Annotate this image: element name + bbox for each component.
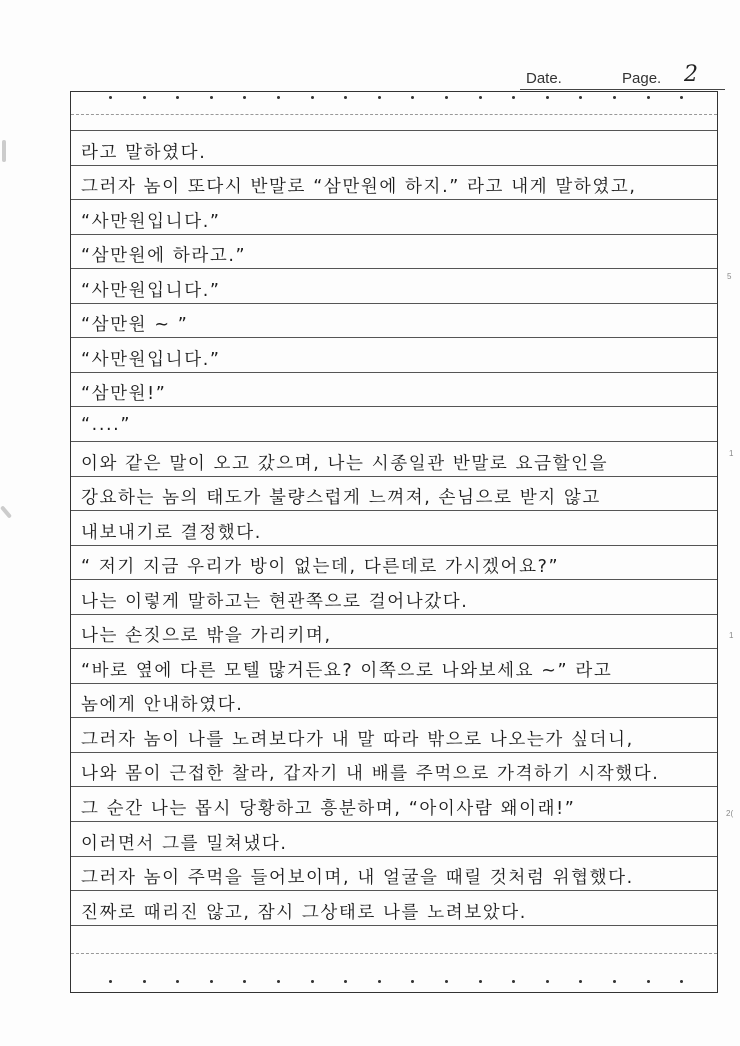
handwritten-line: “사만원입니다.” [81,349,221,370]
ruled-line [71,890,717,891]
handwritten-line: 나는 손짓으로 밖을 가리키며, [81,626,332,647]
margin-dot [512,980,515,983]
ruled-line [71,614,717,615]
ruled-line [71,856,717,857]
margin-dot [613,980,616,983]
ruled-line [71,337,717,338]
ruled-line [71,545,717,546]
left-edge-mark [2,140,6,162]
ruled-line [71,303,717,304]
bottom-dot-row [71,978,717,986]
handwritten-line: 진짜로 때리진 않고, 잠시 그상태로 나를 노려보았다. [81,902,527,923]
margin-mark: 1 [729,449,734,458]
top-dot-row [71,94,717,102]
margin-dot [445,980,448,983]
ruled-line [71,234,717,235]
margin-dot [277,96,280,99]
handwritten-line: “ 저기 지금 우리가 방이 없는데, 다른데로 가시겠어요?” [81,557,560,578]
sheet-top-rule [71,114,717,115]
handwritten-line: “바로 옆에 다른 모텔 많거든요? 이쪽으로 나와보세요 ~” 라고 [81,660,613,681]
ruled-line [71,372,717,373]
margin-dot [479,96,482,99]
ruled-sheet [70,91,718,993]
handwritten-line: “삼만원에 하라고.” [81,246,247,267]
handwritten-line: 그러자 놈이 주먹을 들어보이며, 내 얼굴을 때릴 것처럼 위협했다. [81,868,634,889]
ruled-line [71,199,717,200]
margin-dot [243,96,246,99]
handwritten-line: 강요하는 놈의 태도가 불량스럽게 느껴져, 손님으로 받지 않고 [81,488,601,508]
margin-dot [311,980,314,983]
handwritten-line: “삼만원 ~ ” [81,315,189,336]
margin-dot [579,96,582,99]
margin-dot [378,980,381,983]
ruled-line [71,268,717,269]
ruled-line [71,717,717,718]
margin-mark: 1 [729,631,734,640]
margin-dot [680,980,683,983]
margin-dot [546,980,549,983]
margin-dot [680,96,683,99]
margin-dot [579,980,582,983]
ruled-line [71,786,717,787]
header-underline [520,89,725,90]
ruled-line [71,579,717,580]
margin-dot [210,96,213,99]
margin-dot [210,980,213,983]
handwritten-line: 내보내기로 결정했다. [81,522,262,543]
margin-dot [109,96,112,99]
ruled-line [71,925,717,926]
margin-dot [411,980,414,983]
handwritten-line: 이와 같은 말이 오고 갔으며, 나는 시종일관 반말로 요금할인을 [81,453,609,474]
ruled-line [71,821,717,822]
handwritten-line: “삼만원!” [81,384,167,405]
margin-dot [479,980,482,983]
handwritten-line: 그러자 놈이 나를 노려보다가 내 말 따라 밖으로 나오는가 싶더니, [81,729,634,750]
ruled-line [71,683,717,684]
sheet-bottom-rule [71,953,717,954]
margin-dot [109,980,112,983]
margin-dot [613,96,616,99]
page-number: 2 [684,62,698,87]
ruled-line [71,441,717,442]
ruled-line [71,406,717,407]
margin-dot [277,980,280,983]
handwritten-line: 그 순간 나는 몹시 당황하고 흥분하며, “아이사람 왜이래!” [81,799,576,819]
ruled-line [71,165,717,166]
ruled-line [71,476,717,477]
page-label: Page. [622,70,662,87]
margin-dot [546,96,549,99]
page-header [520,62,725,90]
handwritten-line: “사만원입니다.” [81,280,221,301]
margin-dot [143,980,146,983]
margin-dot [512,96,515,99]
margin-dot [378,96,381,99]
handwritten-line: “사만원입니다.” [81,211,221,232]
margin-mark: 2( [726,809,734,818]
ruled-line [71,752,717,753]
handwritten-line: 놈에게 안내하였다. [81,695,244,716]
handwritten-line: 이러면서 그를 밀쳐냈다. [81,833,288,854]
margin-dot [344,96,347,99]
handwritten-line: 라고 말하였다. [81,142,207,163]
ruled-line [71,648,717,649]
margin-dot [344,980,347,983]
margin-dot [411,96,414,99]
ruled-line [71,130,717,131]
margin-dot [176,96,179,99]
left-edge-mark-2 [0,505,12,518]
margin-mark: 5 [727,272,732,281]
margin-dot [243,980,246,983]
margin-dot [647,96,650,99]
margin-dot [311,96,314,99]
margin-dot [647,980,650,983]
handwritten-line: 나는 이렇게 말하고는 현관쪽으로 걸어나갔다. [81,591,469,612]
margin-dot [445,96,448,99]
date-label: Date. [526,70,562,87]
ruled-line [71,510,717,511]
margin-dot [143,96,146,99]
handwritten-line: “....” [81,414,131,435]
handwritten-line: 나와 몸이 근접한 찰라, 갑자기 내 배를 주먹으로 가격하기 시작했다. [81,764,660,785]
handwritten-line: 그러자 놈이 또다시 반말로 “삼만원에 하지.” 라고 내게 말하였고, [81,177,637,198]
margin-dot [176,980,179,983]
